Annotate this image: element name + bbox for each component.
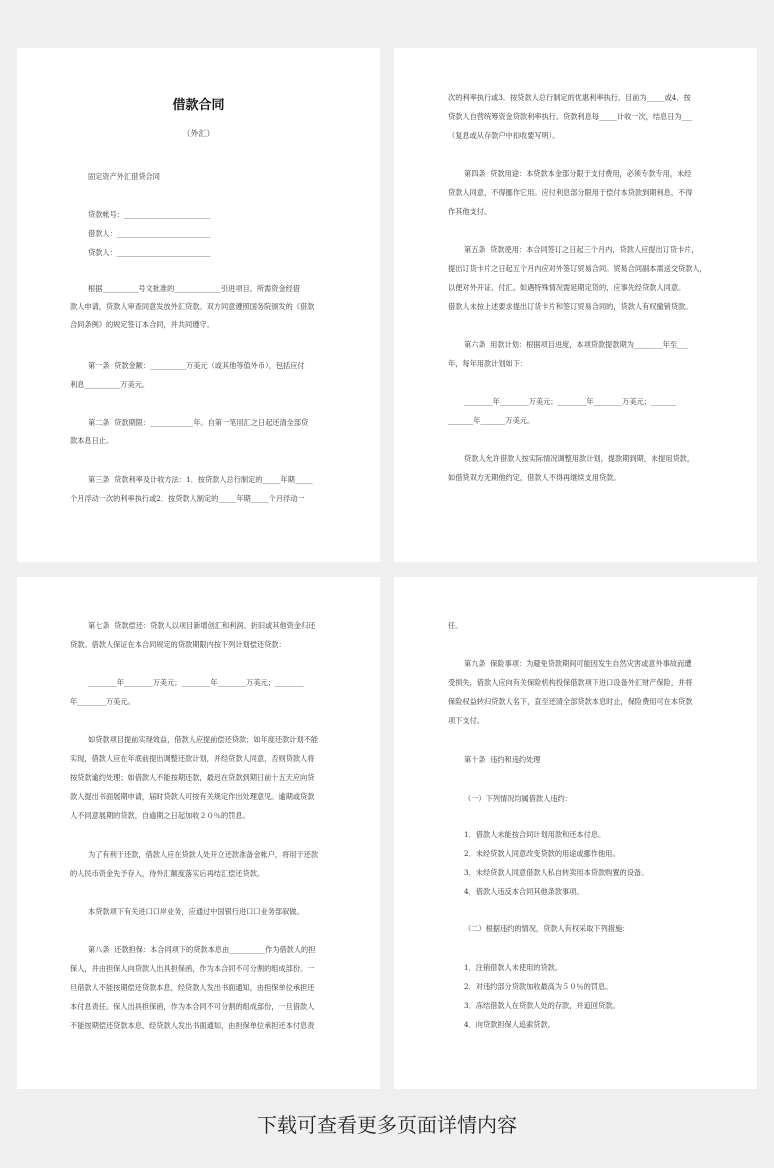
text-line: _______年_______万美元。: [448, 416, 535, 425]
text-line: 款本息日止。: [70, 436, 114, 445]
text-line: 第六条 用款计划：根据项目进度，本项贷款提款期为________年至___: [464, 340, 688, 349]
text-line: 贷款人允许借款人按实际情况调整用款计划，提款期到期，未提用贷款，: [464, 454, 695, 463]
document-page-1: [17, 48, 380, 562]
text-line: 第五条 贷款使用：本合同签订之日起三个月内，贷款人应提出订货卡片，: [464, 245, 699, 254]
text-line: 次的利率执行或3．按贷款人总行制定的优惠利率执行。目前为_____或4．按: [448, 93, 691, 102]
text-line: 合同条例》的规定签订本合同，并共同遵守。: [70, 320, 214, 329]
text-line: 第七条 贷款偿还：贷款人以项目新增创汇和利润、折旧或其他资金归还: [88, 621, 316, 630]
text-line: 受损失，借款人应向有关保险机构投保借款项下进口设备外汇财产保险，并将: [448, 678, 693, 687]
text-line: 第四条 贷款用途：本贷款本金部分限于支付费用，必须专款专用，未经: [464, 169, 692, 178]
text-line: ________年________万美元；________年________万美元；_______: [464, 397, 677, 406]
text-line: （一）下列情况均属借款人违约：: [464, 794, 572, 803]
text-line: 以便对外开证、付汇。如遇特殊情况需延期定货的，应事先经贷款人同意。: [448, 283, 686, 292]
document-page-4: [394, 577, 757, 1089]
download-more-caption: 下载可查看更多页面详情内容: [257, 1113, 517, 1137]
text-line: 按贷款逾约处理；如借款人不能按期还款，最迟在贷款到期日前十五天应向贷: [70, 773, 315, 782]
text-line: 不能按期偿还贷款本息，经贷款人发出书面通知，由担保单位承担还本付息责: [70, 1021, 315, 1030]
text-line: 1．借款人未能按合同计划用款和还本付息。: [464, 830, 606, 839]
text-line: 第十条 违约和违约处理: [464, 755, 541, 764]
text-line: 人不同意展期的贷款，自逾期之日起加收２０％的罚息。: [70, 811, 250, 820]
text-line: 项下支付。: [448, 716, 484, 725]
text-line: 固定资产外汇借贷合同: [88, 172, 160, 181]
text-line: 3．未经贷款人同意借款人私自转卖用本贷款购置的设备。: [464, 868, 649, 877]
text-line: （复息或从存款户中扣收要写明）。: [448, 131, 560, 140]
text-line: 第二条 贷款期限：____________年。自第一笔用汇之日起还清全部贷: [88, 418, 309, 427]
text-line: 个月浮动一次的利率执行或2．按贷款人制定的_____年期_____个月浮动一: [70, 494, 305, 503]
text-line: 贷款。借款人保证在本合同规定的贷款期限内按下列计划偿还贷款：: [70, 640, 286, 649]
text-line: ________年________万美元；________年________万美元；________: [88, 678, 304, 687]
text-line: 第三条 贷款利率及计收方法：1．按贷款人总行制定的_____年期_____: [88, 475, 313, 484]
text-line: 2．对违约部分贷款加收最高为５０％的罚息。: [464, 982, 613, 991]
text-line: 任。: [448, 621, 463, 630]
text-line: 本贷款项下有关进口口岸业务，应通过中国银行进口口业务部叙做。: [88, 907, 304, 916]
document-page-3: [17, 577, 380, 1089]
text-line: 为了有利于还款，借款人应在贷款人处开立还款准备金帐户，将用于还款: [88, 850, 319, 859]
document-title: 借款合同: [172, 98, 225, 113]
text-line: 4．借款人违反本合同其他条款事项。: [464, 887, 584, 896]
text-line: 利息__________万美元。: [70, 380, 150, 389]
text-line: 的人民币资金先予存入，待外汇额度落实后再结汇偿还贷款。: [70, 869, 265, 878]
document-page-2: [394, 48, 757, 562]
text-line: 款人申请，贷款人审查同意发放外汇贷款。双方同意遵照国务院颁发的《借款: [70, 302, 315, 311]
text-line: 如借贷双方无期他约定，借款人不得再继续支用贷款。: [448, 473, 621, 482]
text-line: 1．注销借款人未使用的贷款。: [464, 963, 563, 972]
text-line: 贷款人同意，不得挪作它用。应付利息部分限用于偿付本贷款到期利息，不得: [448, 188, 693, 197]
text-line: 借款人：__________________________: [88, 229, 211, 238]
text-line: 第一条 贷款金额：__________万美元（或其他等值外币），包括应付: [88, 361, 305, 370]
text-line: 提出订货卡片之日起五个月内应对外签订贸易合同。贸易合同副本需送交贷款人，: [448, 264, 707, 273]
text-line: 本付息责任。保人出具担保函，作为本合同不可分割的组成部份，一旦借款人: [70, 1002, 315, 1011]
text-line: 根据__________号文批准的_____________引进项目，所需资金经借: [88, 284, 301, 293]
text-line: 年，每年用款计划如下：: [448, 359, 528, 368]
text-line: 第八条 还款担保：本合同项下的贷款本息由__________作为借款人的担: [88, 945, 316, 954]
text-line: 年________万美元。: [70, 697, 135, 706]
text-line: 如贷款项目提前实现效益，借款人应提前偿还贷款；如年度还款计划不能: [88, 735, 319, 744]
text-line: 贷款人自营统筹资金贷款利率执行。贷款利息每_____计收一次，结息日为___: [448, 112, 693, 121]
text-line: 借款人未按上述要求提出订货卡片和签订贸易合同的，贷款人有权撤销贷款。: [448, 302, 693, 311]
text-line: 贷款帐号：________________________: [88, 210, 211, 219]
text-line: 旦借款人不能按期偿还贷款本息，经贷款人发出书面通知，由担保单位承担还: [70, 983, 315, 992]
text-line: 作其他支付。: [448, 207, 492, 216]
text-line: 3．冻结借款人在贷款人处的存款，并追回贷款。: [464, 1001, 620, 1010]
text-line: 4．向贷款担保人追索贷款。: [464, 1020, 555, 1029]
text-line: 款人提出书面展期申请，届时贷款人可按有关规定作出处理意见。逾期或贷款: [70, 792, 315, 801]
text-line: 第九条 保险事项：为避免贷款期间可能因发生自然灾害或意外事故而遭: [464, 659, 692, 668]
text-line: 保险权益转归贷款人名下，直至还清全部贷款本息时止，保险费用可在本贷款: [448, 697, 693, 706]
text-line: （二）根据违约的情况，贷款人有权采取下列措施：: [464, 924, 630, 933]
text-line: 实现，借款人应在年底前提出调整还款计划，并经贷款人同意，否则贷款人将: [70, 754, 315, 763]
text-line: 贷款人：__________________________: [88, 248, 211, 257]
text-line: 保人，并由担保人向贷款人出具担保函，作为本合同不可分割的组成部份。一: [70, 964, 315, 973]
text-line: 2．未经贷款人同意改变贷款的用途或挪作他用。: [464, 849, 620, 858]
document-subtitle: （外汇）: [182, 129, 215, 138]
